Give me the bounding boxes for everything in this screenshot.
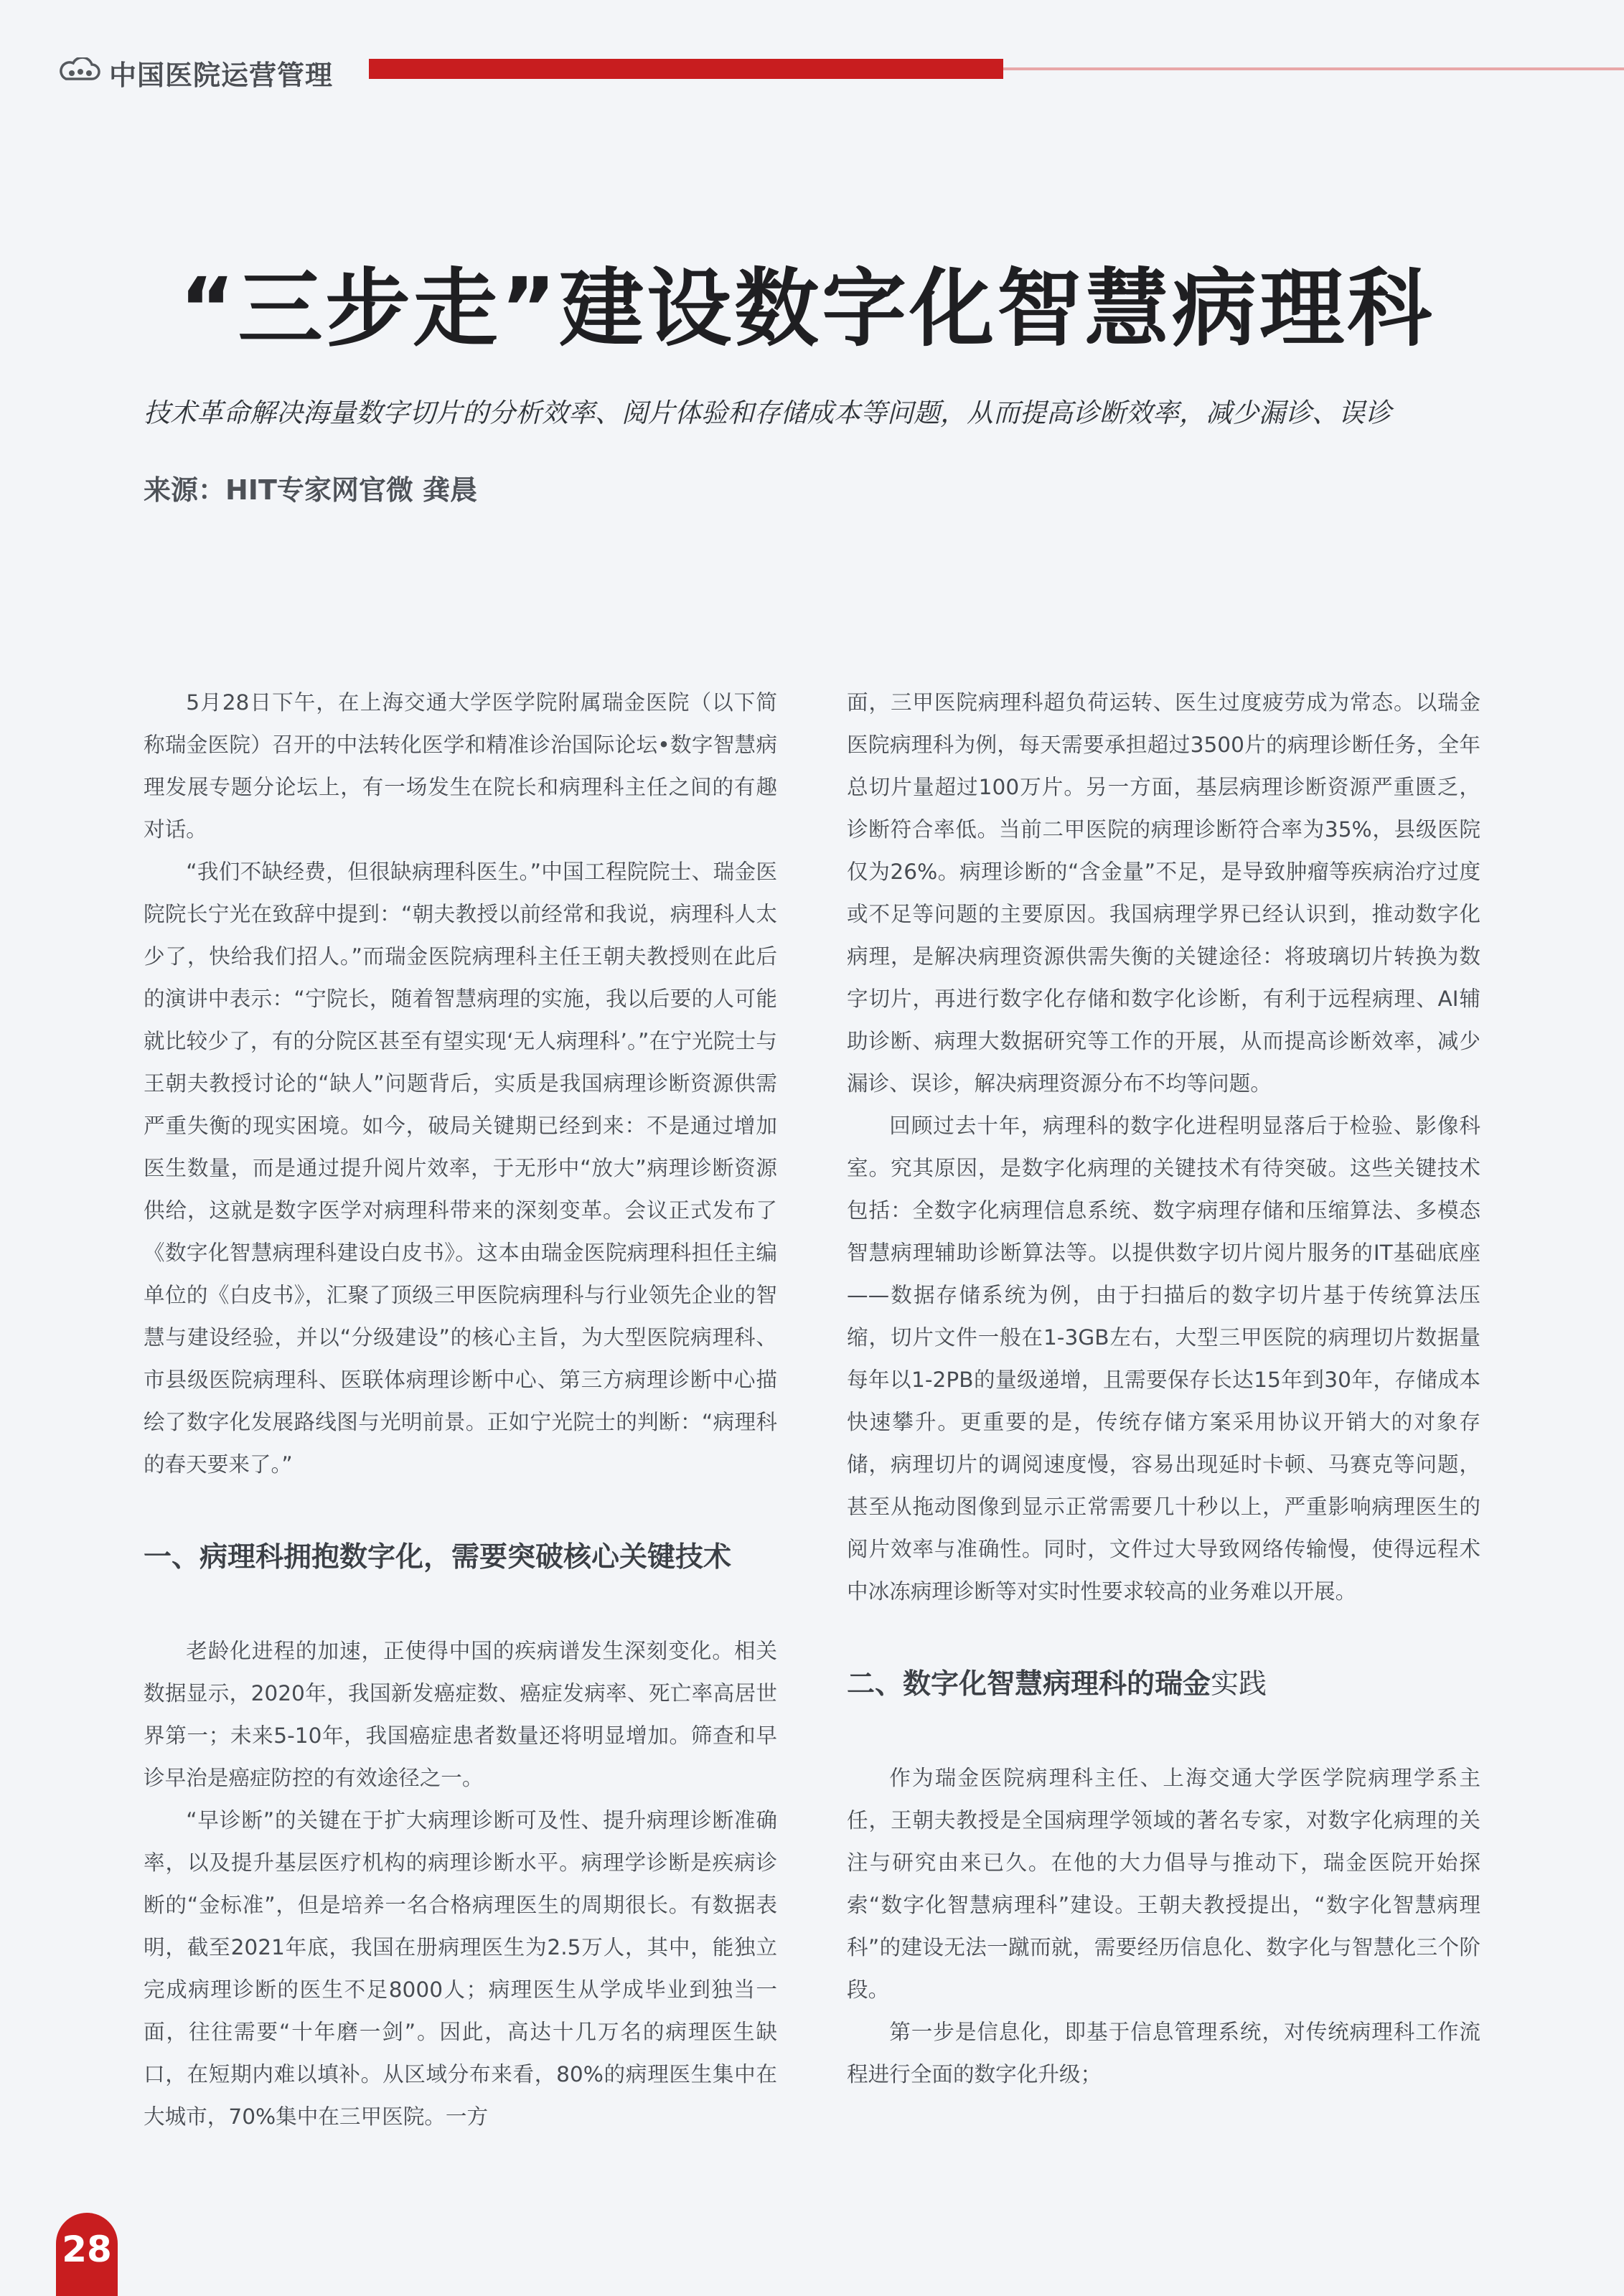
section-heading-2-main: 二、数字化智慧病理科的瑞金	[847, 1668, 1211, 1700]
left-column	[144, 682, 777, 2138]
publication-name: 中国医院运营管理	[109, 60, 334, 91]
right-column	[847, 682, 1480, 2096]
paragraph: 面，三甲医院病理科超负荷运转、医生过度疲劳成为常态。以瑞金医院病理科为例，每天需要承担超过3500片的病理诊断任务，全年总切片量超过100万片。另一方面，基层病理诊断资源严重匮乏，诊断符合率低。当前二甲医院的病理诊断符合率为35%，县级医院仅为26%。病理诊断的“含金量”不足，是导致肿瘤等疾病治疗过度或不足等问题的主要原因。我国病理学界已经认识到，推动数字化病理，是解决病理资源供需失衡的关键途径：将玻璃切片转换为数字切片，再进行数字化存储和数字化诊断，有利于远程病理、AI辅助诊断、病理大数据研究等工作的开展，从而提高诊断效率，减少漏诊、误诊，解决病理资源分布不均等问题。	[847, 690, 1480, 1096]
header-rule	[1003, 67, 1624, 70]
article-subtitle: 技术革命解决海量数字切片的分析效率、阅片体验和存储成本等问题，从而提高诊断效率，减少漏诊、误诊	[144, 397, 1391, 428]
page-number: 28	[62, 2229, 112, 2270]
paragraph: “我们不缺经费，但很缺病理科医生。”中国工程院院士、瑞金医院院长宁光在致辞中提到：“朝夫教授以前经常和我说，病理科人太少了，快给我们招人。”而瑞金医院病理科主任王朝夫教授则在此后的演讲中表示：“宁院长，随着智慧病理的实施，我以后要的人可能就比较少了，有的分院区甚至有望实现‘无人病理科’。”在宁光院士与王朝夫教授讨论的“缺人”问题背后，实质是我国病理诊断资源供需严重失衡的现实困境。如今，破局关键期已经到来：不是通过增加医生数量，而是通过提升阅片效率，于无形中“放大”病理诊断资源供给，这就是数字医学对病理科带来的深刻变革。会议正式发布了《数字化智慧病理科建设白皮书》。这本由瑞金医院病理科担任主编单位的《白皮书》，汇聚了顶级三甲医院病理科与行业领先企业的智慧与建设经验，并以“分级建设”的核心主旨，为大型医院病理科、市县级医院病理科、医联体病理诊断中心、第三方病理诊断中心描绘了数字化发展路线图与光明前景。正如宁光院士的判断：“病理科的春天要来了。”	[144, 860, 777, 1477]
paragraph: 老龄化进程的加速，正使得中国的疾病谱发生深刻变化。相关数据显示，2020年，我国新发癌症数、癌症发病率、死亡率高居世界第一；未来5-10年，我国癌症患者数量还将明显增加。筛查和早诊早治是癌症防控的有效途径之一。	[144, 1639, 777, 1790]
paragraph: 第一步是信息化，即基于信息管理系统，对传统病理科工作流程进行全面的数字化升级；	[847, 2020, 1480, 2086]
cloud-icon	[56, 57, 100, 82]
paragraph: 5月28日下午，在上海交通大学医学院附属瑞金医院（以下简称瑞金医院）召开的中法转化医学和精准诊治国际论坛•数字智慧病理发展专题分论坛上，有一场发生在院长和病理科主任之间的有趣对话。	[144, 690, 777, 842]
article-source: 来源：HIT专家网官微 龚晨	[144, 474, 478, 506]
section-heading-2-tail: 实践	[1211, 1668, 1267, 1700]
paragraph: “早诊断”的关键在于扩大病理诊断可及性、提升病理诊断准确率，以及提升基层医疗机构的病理诊断水平。病理学诊断是疾病诊断的“金标准”，但是培养一名合格病理医生的周期很长。有数据表明，截至2021年底，我国在册病理医生为2.5万人，其中，能独立完成病理诊断的医生不足8000人；病理医生从学成毕业到独当一面，往往需要“十年磨一剑”。因此，高达十几万名的病理医生缺口，在短期内难以填补。从区域分布来看，80%的病理医生集中在大城市，70%集中在三甲医院。一方	[144, 1808, 777, 2129]
section-heading-1: 一、病理科拥抱数字化，需要突破核心关键技术	[144, 1541, 732, 1573]
paragraph: 回顾过去十年，病理科的数字化进程明显落后于检验、影像科室。究其原因，是数字化病理的关键技术有待突破。这些关键技术包括：全数字化病理信息系统、数字病理存储和压缩算法、多模态智慧病理辅助诊断算法等。以提供数字切片阅片服务的IT基础底座——数据存储系统为例，由于扫描后的数字切片基于传统算法压缩，切片文件一般在1-3GB左右，大型三甲医院的病理切片数据量每年以1-2PB的量级递增，且需要保存长达15年到30年，存储成本快速攀升。更重要的是，传统存储方案采用协议开销大的对象存储，病理切片的调阅速度慢，容易出现延时卡顿、马赛克等问题，甚至从拖动图像到显示正常需要几十秒以上，严重影响病理医生的阅片效率与准确性。同时，文件过大导致网络传输慢，使得远程术中冰冻病理诊断等对实时性要求较高的业务难以开展。	[847, 1114, 1480, 1604]
section-heading-2	[847, 1663, 1480, 1705]
page-number-badge	[56, 2213, 118, 2296]
article-title: “三步走”建设数字化智慧病理科	[179, 259, 1435, 358]
paragraph: 作为瑞金医院病理科主任、上海交通大学医学院病理学系主任，王朝夫教授是全国病理学领域的著名专家，对数字化病理的关注与研究由来已久。在他的大力倡导与推动下，瑞金医院开始探索“数字化智慧病理科”建设。王朝夫教授提出，“数字化智慧病理科”的建设无法一蹴而就，需要经历信息化、数字化与智慧化三个阶段。	[847, 1766, 1480, 2002]
header-accent-bar	[369, 59, 1003, 79]
page-header	[56, 52, 1624, 91]
